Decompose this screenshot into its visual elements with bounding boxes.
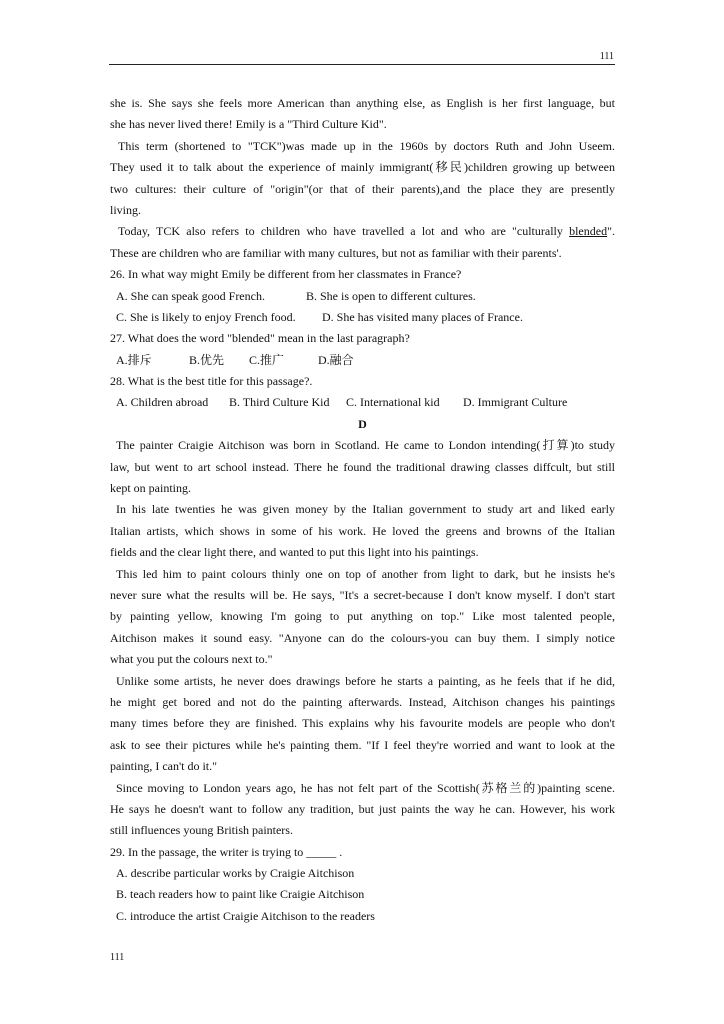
- question-28-options-row: [110, 392, 615, 413]
- page-footer-number: 111: [110, 952, 125, 963]
- question-27-options-row: [110, 350, 615, 371]
- option-a: A. She can speak good French.: [116, 288, 265, 303]
- passage-line: still influences young British painters.: [110, 823, 293, 838]
- option-c: C. introduce the artist Craigie Aitchison to the readers: [116, 908, 375, 923]
- passage-line: painting, I can't do it.": [110, 759, 218, 774]
- option-b: B. She is open to different cultures.: [306, 288, 476, 303]
- page-content: [110, 93, 615, 927]
- passage-line: kept on painting.: [110, 481, 191, 496]
- passage-line: law, but went to art school instead. There he found the traditional drawing classes diffcult, but still: [110, 459, 615, 474]
- passage-line: many times before they are finished. This explains why his favourite models are people who don't: [110, 716, 615, 731]
- passage-line: never sure what the results will be. He says, "It's a secret-because I don't know myself. I don't start: [110, 587, 615, 602]
- passage-line: fields and the clear light there, and wanted to put this light into his paintings.: [110, 545, 479, 560]
- passage-line: The painter Craigie Aitchison was born in Scotland. He came to London intending(打算)to study: [116, 438, 615, 453]
- passage-line: living.: [110, 202, 142, 217]
- option-a: A.排斥: [116, 352, 152, 367]
- question-29-stem: 29. In the passage, the writer is trying to _____ .: [110, 844, 343, 859]
- passage-line: This term (shortened to "TCK")was made up in the 1960s by doctors Ruth and John Useem.: [118, 138, 615, 153]
- passage-line: In his late twenties he was given money by the Italian government to study art and liked early: [116, 502, 615, 517]
- option-c: C.推广: [249, 352, 285, 367]
- passage-line: Since moving to London years ago, he has not felt part of the Scottish(苏格兰的)painting scene.: [116, 780, 615, 795]
- passage-text: ".: [607, 224, 615, 239]
- passage-line: These are children who are familiar with many cultures, but not as familiar with their parents'.: [110, 245, 562, 260]
- passage-line: [110, 221, 615, 242]
- underlined-word-blended: blended: [569, 224, 608, 239]
- option-a: A. Children abroad: [116, 395, 209, 410]
- question-28-stem: 28. What is the best title for this passage?.: [110, 374, 313, 389]
- passage-line: This led him to paint colours thinly one on top of another from light to dark, but he insists he's: [116, 566, 615, 581]
- passage-line: she is. She says she feels more American than anything else, as English is her first language, but: [110, 96, 615, 110]
- passage-line: They used it to talk about the experience of mainly immigrant(移民)children growing up between: [110, 160, 615, 175]
- section-heading: D: [358, 416, 367, 431]
- option-b: B. teach readers how to paint like Craigie Aitchison: [116, 887, 365, 902]
- option-d: D. She has visited many places of France.: [322, 309, 523, 324]
- option-b: B. Third Culture Kid: [229, 395, 330, 410]
- question-27-stem: 27. What does the word "blended" mean in the last paragraph?: [110, 331, 410, 346]
- passage-line: two cultures: their culture of "origin"(or that of their parents),and the place they are presently: [110, 181, 615, 196]
- option-d: D.融合: [318, 352, 354, 367]
- passage-line: he might get bored and not do the painting afterwards. Instead, Aitchison changes his paintings: [110, 694, 615, 709]
- passage-line: Italian artists, which shows in some of his work. He loved the greens and browns of the Italian: [110, 523, 615, 538]
- option-a: A. describe particular works by Craigie Aitchison: [116, 866, 355, 881]
- header-rule: [109, 64, 615, 65]
- passage-line: she has never lived there! Emily is a "Third Culture Kid".: [110, 117, 387, 132]
- option-d: D. Immigrant Culture: [463, 395, 568, 410]
- option-b: B.优先: [189, 352, 225, 367]
- passage-line: He says he doesn't want to follow any tradition, but just paints the way he can. However, his work: [110, 801, 615, 816]
- option-c: C. International kid: [346, 395, 440, 410]
- option-c: C. She is likely to enjoy French food.: [116, 309, 296, 324]
- passage-line: Unlike some artists, he never does drawings before he starts a painting, as he feels that if he did,: [116, 673, 615, 688]
- passage-text: Today, TCK also refers to children who have travelled a lot and who are "culturally: [118, 224, 570, 239]
- question-26-options-row: [110, 286, 615, 307]
- passage-line: Aitchison makes it sound easy. "Anyone can do the colours-you can buy them. I simply notice: [110, 630, 615, 645]
- passage-line: by painting yellow, knowing I'm going to put anything on top." Like most talented people,: [110, 609, 615, 624]
- passage-line: ask to see their pictures while he's painting them. "If I feel they're worried and want to look at the: [110, 737, 615, 752]
- page-header-number: 111: [599, 51, 614, 62]
- question-26-stem: 26. In what way might Emily be different from her classmates in France?: [110, 267, 462, 282]
- question-26-options-row: [110, 307, 615, 328]
- passage-line: what you put the colours next to.": [110, 652, 273, 667]
